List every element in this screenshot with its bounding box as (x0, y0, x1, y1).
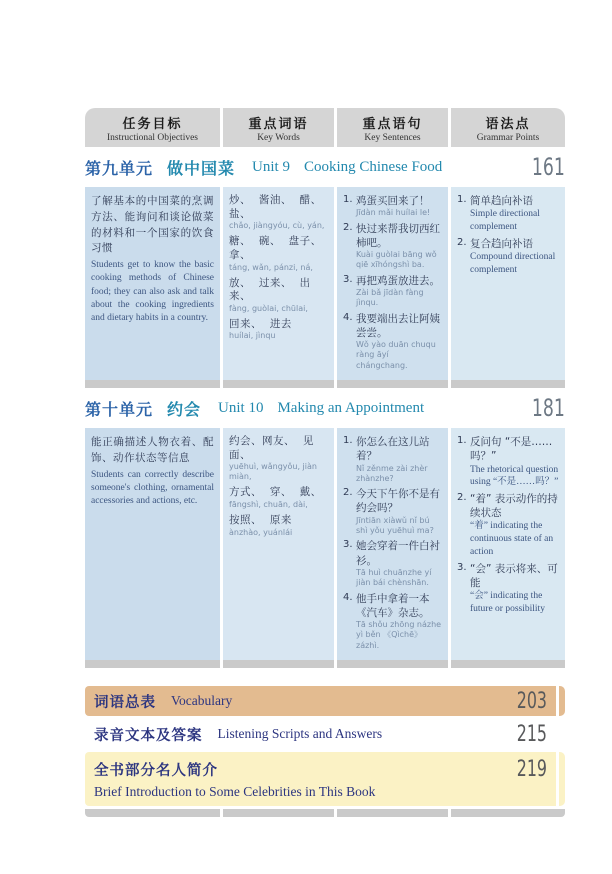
keyword-line: 回来、 进去 huílai, jìnqu (229, 317, 292, 341)
celebrities-page-number: 219 (516, 757, 547, 783)
header-en: Instructional Objectives (106, 133, 198, 143)
header-zh: 重点词语 (248, 117, 309, 132)
header-en: Key Sentences (364, 133, 421, 143)
bar-end-cap (559, 752, 565, 806)
bar-end-cap (559, 686, 565, 716)
unit9-title-en: Cooking Chinese Food (303, 158, 443, 175)
header-grammar-points (451, 108, 565, 147)
separator-bar (85, 380, 565, 388)
unit9-objectives-cell (85, 187, 220, 380)
table-header-row (85, 108, 565, 147)
unit9-keywords-cell (223, 187, 334, 380)
unit9-topic-zh: 做中国菜 (167, 158, 236, 178)
unit10-label-en: Unit 10 (218, 399, 264, 416)
header-en: Key Words (257, 133, 300, 143)
bottom-separator-bar (85, 809, 565, 817)
header-zh: 语法点 (485, 117, 531, 132)
unit9-label-en: Unit 9 (252, 158, 290, 175)
unit9-sentences-cell (337, 187, 448, 380)
objectives-zh: 能正确描述人物衣着、配饰、动作状态等信息 (91, 436, 214, 464)
bar-end-cap (559, 719, 565, 749)
keyword-line: 糖、 碗、 盘子、拿、 táng, wǎn, pánzi, ná, (229, 235, 322, 272)
header-zh: 任务目标 (122, 117, 183, 132)
grammar-item: 1. 反问句 “不是……吗？” The rhetorical question using “不是……吗？” (457, 435, 559, 488)
objectives-en: Students can correctly describe someone's clothing, ornamental accessories and actions, etc. (91, 469, 214, 507)
unit9-title-row (85, 147, 565, 187)
unit10-topic-zh: 约会 (167, 399, 202, 419)
unit10-keywords-cell (223, 428, 334, 660)
sentence-item: 4. 我要端出去让阿姨尝尝。 Wǒ yào duān chuqu ràng āyí chángchang. (343, 311, 440, 370)
header-key-words (223, 108, 334, 147)
listening-en: Listening Scripts and Answers (217, 726, 383, 742)
grammar-item: 2. “着” 表示动作的持续状态 “着” indicating the continuous state of an action (457, 492, 558, 558)
sentence-item: 3. 她会穿着一件白衬衫。 Tā huì chuānzhe yí jiàn bái chènshān. (343, 539, 440, 588)
unit10-objectives-cell (85, 428, 220, 660)
listening-zh: 录音文本及答案 (94, 727, 203, 744)
sentence-item: 4. 他手中拿着一本《汽车》杂志。 Tā shǒu zhōng názhe yì běn 《Qìchē》 zázhì. (343, 591, 442, 650)
toc-table (85, 108, 565, 817)
footer-gap (85, 668, 565, 686)
unit9-grammar-cell (451, 187, 565, 380)
unit9-page-number: 161 (532, 153, 565, 181)
unit10-title-row (85, 388, 565, 428)
vocabulary-page-number: 203 (516, 688, 547, 714)
keyword-line: 方式、 穿、 戴、 fāngshì, chuān, dài, (229, 486, 322, 510)
grammar-item: 3. “会” 表示将来、可能 “会” indicating the future or possibility (457, 561, 558, 615)
celebrities-en: Brief Introduction to Some Celebrities in This Book (94, 784, 376, 800)
unit10-title-en: Making an Appointment (277, 399, 425, 416)
sentence-item: 1. 鸡蛋买回来了！ Jīdàn mǎi huílai le! (343, 194, 431, 218)
grammar-item: 1. 简单趋向补语 Simple directional complement (457, 194, 540, 232)
footer-row-celebrities (85, 752, 565, 806)
unit10-sentences-cell (337, 428, 448, 660)
vocabulary-zh: 词语总表 (94, 694, 156, 711)
unit10-title-zh: 第十单元 (85, 399, 154, 419)
footer-row-vocabulary (85, 686, 565, 716)
sentence-item: 2. 今天下午你不是有约会吗？ Jīntiān xiàwǔ nǐ bú shì yǒu yuēhuì ma? (343, 487, 440, 536)
footer-row-listening-scripts (85, 719, 565, 749)
unit9-content-row (85, 187, 565, 380)
sentence-item: 1. 你怎么在这儿站着？ Nǐ zěnme zài zhèr zhànzhe? (343, 435, 430, 483)
keyword-line: 约会、网友、 见面、 yuēhuì, wǎngyǒu, jiàn miàn, (229, 435, 317, 482)
separator-bar (85, 660, 565, 668)
sentence-item: 2. 快过来帮我切西红柿吧。 Kuài guòlai bāng wǒ qiē xīhóngshì ba. (343, 221, 440, 270)
keyword-line: 按照、 原来 ànzhào, yuánlái (229, 514, 293, 537)
keyword-line: 炒、 酱油、 醋、盐、 chǎo, jiàngyóu, cù, yán, (229, 194, 325, 231)
objectives-zh: 了解基本的中国菜的烹调方法、能询问和谈论做菜的材料和一个国家的饮食习惯 (91, 195, 214, 255)
unit10-grammar-cell (451, 428, 565, 660)
vocabulary-en: Vocabulary (171, 693, 233, 709)
grammar-item: 2. 复合趋向补语 Compound directional complement (457, 236, 556, 275)
header-instructional-objectives (85, 108, 220, 147)
unit10-content-row (85, 428, 565, 660)
sentence-item: 3. 再把鸡蛋放进去。 Zài bǎ jīdàn fàng jìnqu. (343, 273, 440, 308)
header-en: Grammar Points (476, 133, 540, 143)
unit10-page-number: 181 (532, 394, 565, 423)
header-key-sentences (337, 108, 448, 147)
keyword-line: 放、 过来、 出来、 fàng, guòlai, chūlai, (229, 276, 311, 313)
unit9-title-zh: 第九单元 (85, 158, 154, 178)
objectives-en: Students get to know the basic cooking methods of Chinese food; they can also ask and talk about the cooking ingredients and dietary habits in a country. (91, 260, 214, 324)
listening-page-number: 215 (516, 721, 547, 747)
celebrities-zh: 全书部分名人简介 (94, 763, 218, 780)
header-zh: 重点语句 (362, 117, 423, 132)
